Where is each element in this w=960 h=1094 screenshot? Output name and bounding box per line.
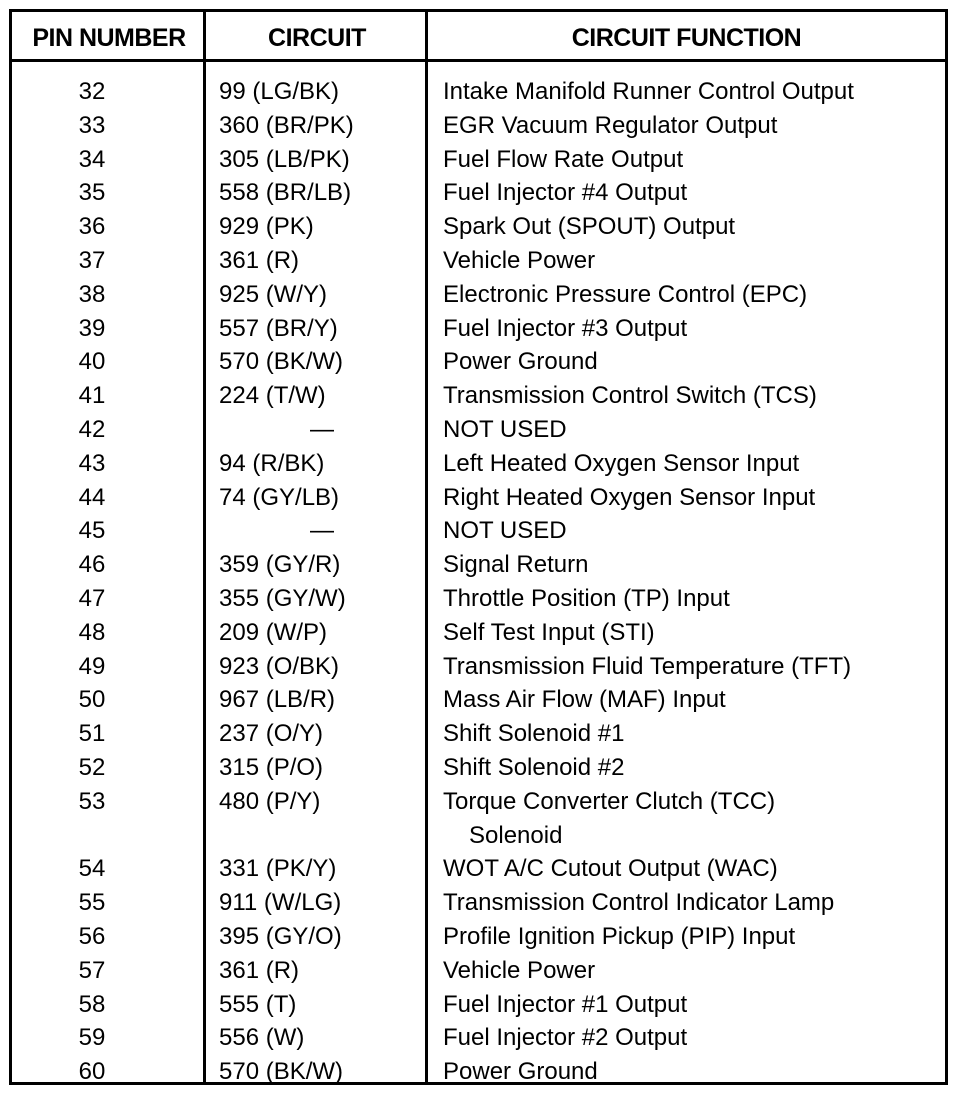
- circuit-cell: 929 (PK): [219, 213, 314, 241]
- table-row: [12, 481, 945, 515]
- circuit-function-text: Vehicle Power: [443, 246, 596, 274]
- circuit-function-cell: [443, 210, 735, 244]
- table-row: [12, 717, 945, 751]
- circuit-function-text: NOT USED: [443, 517, 567, 545]
- pin-number-cell: 48: [78, 618, 106, 646]
- pin-number-cell: 52: [78, 753, 106, 781]
- circuit-function-cell: [443, 785, 775, 853]
- circuit-cell: 558 (BR/LB): [219, 179, 352, 207]
- table-row: [12, 176, 945, 210]
- circuit-function-text: Transmission Fluid Temperature (TFT): [443, 652, 852, 680]
- circuit-function-text: Right Heated Oxygen Sensor Input: [443, 483, 816, 511]
- circuit-function-cell: [443, 751, 624, 785]
- circuit-cell: 331 (PK/Y): [219, 855, 337, 883]
- circuit-function-text: Shift Solenoid #1: [443, 720, 625, 748]
- pin-number-cell: 57: [78, 956, 106, 984]
- table-row: [12, 954, 945, 988]
- circuit-function-cell: [443, 954, 595, 988]
- circuit-cell: —: [310, 415, 334, 443]
- table-row: [12, 886, 945, 920]
- circuit-cell: 315 (P/O): [219, 753, 324, 781]
- pin-number-cell: 56: [78, 922, 106, 950]
- pin-number-cell: 36: [78, 213, 106, 241]
- circuit-cell: 355 (GY/W): [219, 584, 346, 612]
- table-row: [12, 514, 945, 548]
- circuit-function-cell: [443, 379, 817, 413]
- circuit-function-text: Throttle Position (TP) Input: [443, 584, 730, 612]
- circuit-function-cell: [443, 548, 588, 582]
- circuit-function-cell: [443, 717, 624, 751]
- pin-number-cell: 46: [78, 551, 106, 579]
- table-row: [12, 447, 945, 481]
- circuit-function-cell: [443, 176, 687, 210]
- circuit-function-text: Fuel Injector #3 Output: [443, 314, 688, 342]
- table-row: [12, 650, 945, 684]
- circuit-cell: 557 (BR/Y): [219, 314, 338, 342]
- circuit-function-cell: [443, 447, 799, 481]
- pin-table: [9, 9, 948, 1085]
- pin-number-cell: 39: [78, 314, 106, 342]
- circuit-cell: 74 (GY/LB): [219, 483, 340, 511]
- pin-number-cell: 44: [78, 483, 106, 511]
- circuit-cell: 395 (GY/O): [219, 922, 342, 950]
- pin-number-cell: 54: [78, 855, 106, 883]
- pin-number-cell: 55: [78, 889, 106, 917]
- circuit-cell: 360 (BR/PK): [219, 111, 354, 139]
- circuit-function-cell: [443, 988, 687, 1022]
- circuit-function-cell: [443, 345, 598, 379]
- table-row: [12, 785, 945, 853]
- pin-number-cell: 40: [78, 348, 106, 376]
- circuit-function-text: Left Heated Oxygen Sensor Input: [443, 449, 800, 477]
- table-row: [12, 683, 945, 717]
- pin-number-cell: 34: [78, 145, 106, 173]
- circuit-cell: 556 (W): [219, 1024, 305, 1052]
- table-row: [12, 75, 945, 109]
- pin-number-cell: 42: [78, 415, 106, 443]
- header-circuit: CIRCUIT: [268, 24, 366, 52]
- circuit-function-cell: [443, 312, 687, 346]
- circuit-cell: —: [310, 517, 334, 545]
- pin-number-cell: 38: [78, 280, 106, 308]
- circuit-function-cell: [443, 1055, 598, 1089]
- circuit-cell: 94 (R/BK): [219, 449, 325, 477]
- table-body: [12, 75, 945, 1089]
- table-row: [12, 312, 945, 346]
- circuit-function-text: Fuel Injector #1 Output: [443, 990, 688, 1018]
- pin-number-cell: 53: [78, 787, 106, 815]
- circuit-cell: 224 (T/W): [219, 382, 326, 410]
- circuit-function-cell: [443, 481, 815, 515]
- header-pin-number: PIN NUMBER: [32, 24, 186, 52]
- circuit-function-text: Fuel Injector #2 Output: [443, 1024, 688, 1052]
- pin-number-cell: 35: [78, 179, 106, 207]
- table-row: [12, 109, 945, 143]
- circuit-cell: 925 (W/Y): [219, 280, 328, 308]
- table-row: [12, 345, 945, 379]
- table-row: [12, 143, 945, 177]
- circuit-cell: 99 (LG/BK): [219, 78, 340, 105]
- table-header: [12, 12, 945, 62]
- circuit-function-text: Transmission Control Indicator Lamp: [443, 889, 835, 917]
- circuit-function-text: Transmission Control Switch (TCS): [443, 382, 817, 410]
- circuit-function-text: Self Test Input (STI): [443, 618, 655, 646]
- pin-number-cell: 37: [78, 246, 106, 274]
- circuit-function-text: Fuel Injector #4 Output: [443, 179, 688, 207]
- pin-number-cell: 59: [78, 1024, 106, 1052]
- circuit-function-text: Vehicle Power: [443, 956, 596, 984]
- pin-number-cell: 60: [78, 1058, 106, 1086]
- circuit-function-text: Signal Return: [443, 551, 589, 579]
- circuit-function-text: Power Ground: [443, 1058, 598, 1086]
- circuit-function-text: Torque Converter Clutch (TCC): [443, 787, 776, 815]
- pin-number-cell: 47: [78, 584, 106, 612]
- circuit-function-text: Electronic Pressure Control (EPC): [443, 280, 808, 308]
- circuit-cell: 359 (GY/R): [219, 551, 341, 579]
- circuit-function-cell: [443, 616, 655, 650]
- circuit-function-cell: [443, 886, 834, 920]
- table-row: [12, 920, 945, 954]
- circuit-cell: 967 (LB/R): [219, 686, 336, 714]
- circuit-cell: 305 (LB/PK): [219, 145, 350, 173]
- table-row: [12, 751, 945, 785]
- table-row: [12, 379, 945, 413]
- circuit-function-cell: [443, 75, 854, 109]
- pin-number-cell: 49: [78, 652, 106, 680]
- circuit-cell: 570 (BK/W): [219, 348, 344, 376]
- table-row: [12, 244, 945, 278]
- table-row: [12, 616, 945, 650]
- pin-number-cell: 43: [78, 449, 106, 477]
- circuit-function-text: WOT A/C Cutout Output (WAC): [443, 855, 778, 883]
- table-row: [12, 582, 945, 616]
- circuit-function-cell: [443, 582, 730, 616]
- pin-number-cell: 41: [78, 382, 106, 410]
- circuit-cell: 361 (R): [219, 246, 300, 274]
- table-row: [12, 548, 945, 582]
- circuit-function-continuation: Solenoid: [469, 821, 563, 849]
- circuit-cell: 361 (R): [219, 956, 300, 984]
- circuit-function-text: Intake Manifold Runner Control Output: [443, 78, 854, 105]
- pin-number-cell: 51: [78, 720, 106, 748]
- circuit-function-text: NOT USED: [443, 415, 567, 443]
- table-row: [12, 988, 945, 1022]
- circuit-cell: 237 (O/Y): [219, 720, 324, 748]
- circuit-function-cell: [443, 278, 807, 312]
- circuit-function-cell: [443, 920, 795, 954]
- circuit-function-text: Fuel Flow Rate Output: [443, 145, 684, 173]
- circuit-function-cell: [443, 852, 778, 886]
- pin-number-cell: 33: [78, 111, 106, 139]
- circuit-cell: 480 (P/Y): [219, 787, 321, 815]
- circuit-function-cell: [443, 683, 726, 717]
- circuit-function-cell: [443, 413, 567, 447]
- table-row: [12, 413, 945, 447]
- circuit-function-cell: [443, 143, 683, 177]
- circuit-function-text: EGR Vacuum Regulator Output: [443, 111, 778, 139]
- pin-number-cell: 58: [78, 990, 106, 1018]
- circuit-cell: 555 (T): [219, 990, 297, 1018]
- circuit-cell: 209 (W/P): [219, 618, 328, 646]
- circuit-cell: 570 (BK/W): [219, 1058, 344, 1086]
- table-row: [12, 1021, 945, 1055]
- table-row: [12, 210, 945, 244]
- pin-number-cell: 50: [78, 686, 106, 714]
- circuit-function-text: Mass Air Flow (MAF) Input: [443, 686, 726, 714]
- circuit-cell: 923 (O/BK): [219, 652, 340, 680]
- circuit-function-text: Profile Ignition Pickup (PIP) Input: [443, 922, 796, 950]
- circuit-function-cell: [443, 109, 777, 143]
- table-row: [12, 1055, 945, 1089]
- pin-number-cell: 32: [78, 78, 106, 105]
- pin-number-cell: 45: [78, 517, 106, 545]
- circuit-function-cell: [443, 514, 567, 548]
- circuit-cell: 911 (W/LG): [219, 889, 342, 917]
- table-row: [12, 278, 945, 312]
- header-circuit-function: CIRCUIT FUNCTION: [571, 24, 802, 52]
- circuit-function-text: Shift Solenoid #2: [443, 753, 625, 781]
- circuit-function-cell: [443, 244, 595, 278]
- table-row: [12, 852, 945, 886]
- circuit-function-cell: [443, 650, 851, 684]
- circuit-function-text: Spark Out (SPOUT) Output: [443, 213, 736, 241]
- circuit-function-text: Power Ground: [443, 348, 598, 376]
- circuit-function-cell: [443, 1021, 687, 1055]
